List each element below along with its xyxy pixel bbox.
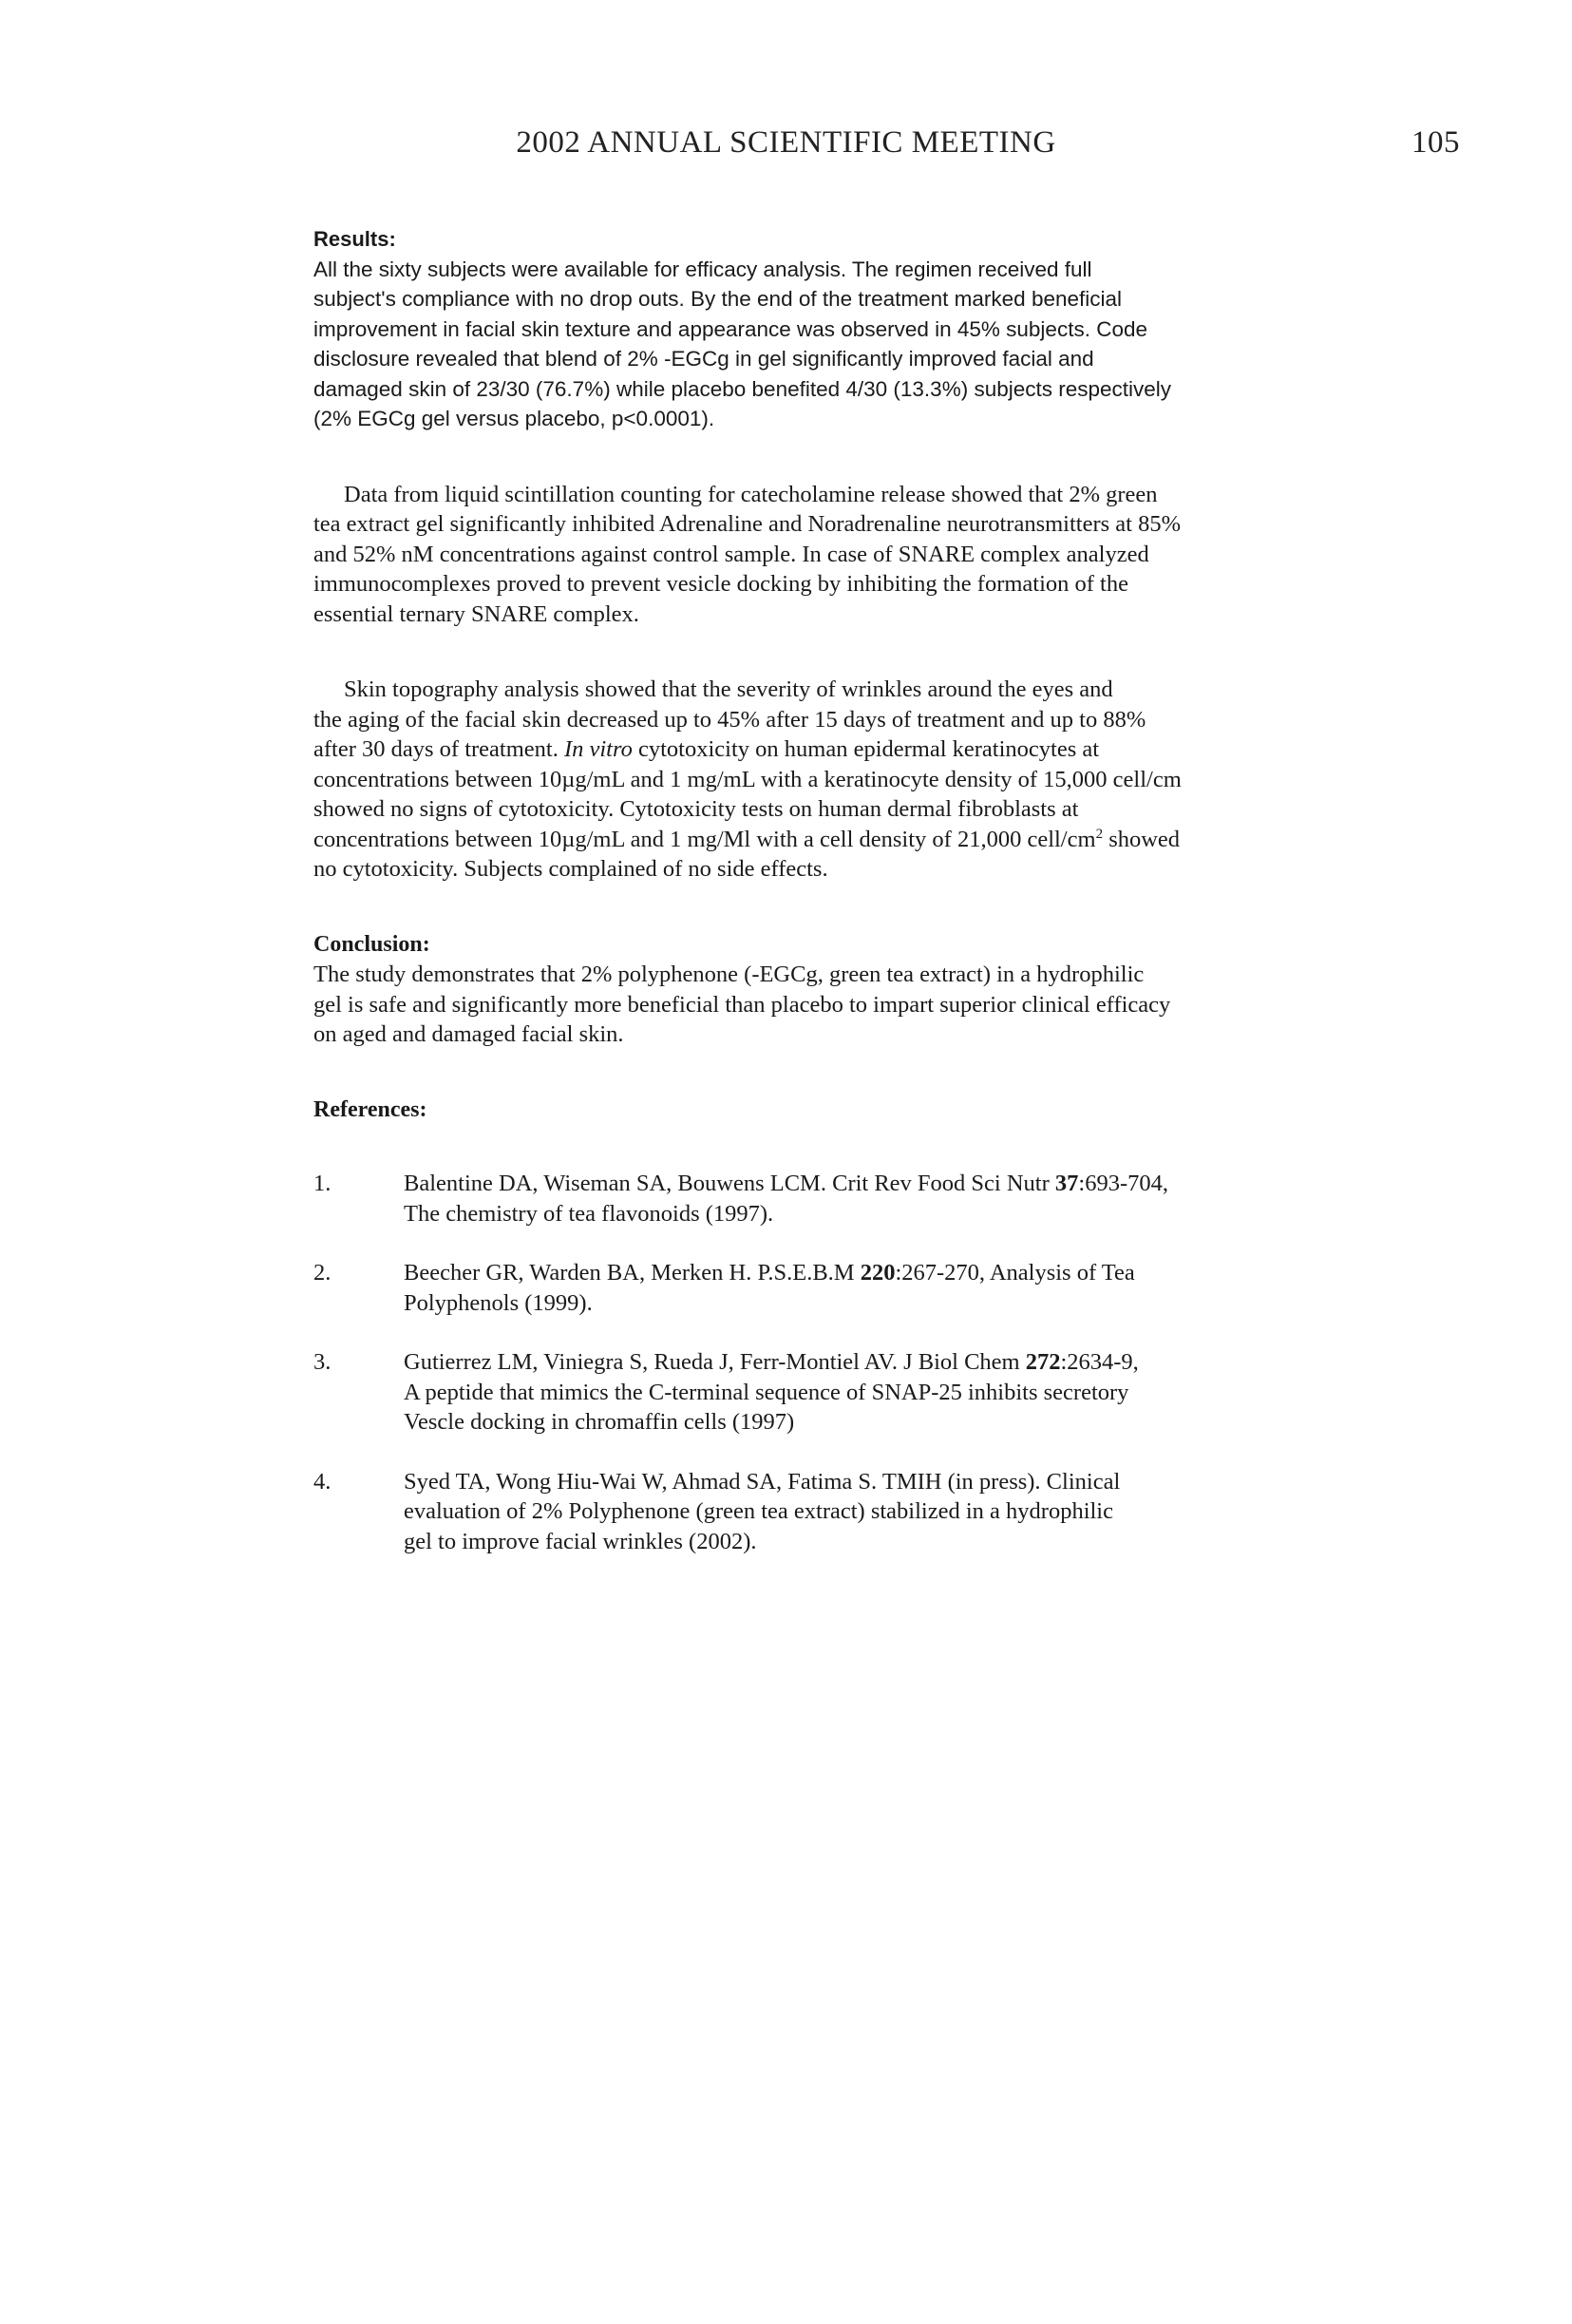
text-run: showed	[1103, 826, 1181, 852]
results-paragraph	[313, 255, 1263, 434]
reference-number: 2.	[313, 1260, 331, 1286]
text-line: gel is safe and significantly more beneficial than placebo to impart superior clinical efficacy	[313, 991, 1171, 1018]
text-run: after 30 days of treatment.	[313, 736, 564, 762]
reference-number: 3.	[313, 1349, 331, 1375]
running-title: 2002 ANNUAL SCIENTIFIC MEETING	[516, 125, 1056, 160]
reference-item	[313, 1347, 1263, 1438]
text-line	[313, 734, 1263, 765]
text-line: essential ternary SNARE complex.	[313, 600, 639, 627]
text-line: damaged skin of 23/30 (76.7%) while placebo benefited 4/30 (13.3%) subjects respectively	[313, 376, 1172, 401]
text-run: cytotoxicity on human epidermal keratinocytes at	[632, 736, 1100, 762]
text-line: on aged and damaged facial skin.	[313, 1021, 624, 1047]
text-line: Data from liquid scintillation counting for catecholamine release showed that 2% green	[344, 481, 1158, 507]
conclusion-heading: Conclusion:	[313, 931, 430, 957]
reference-item	[313, 1169, 1263, 1229]
reference-number: 1.	[313, 1171, 331, 1196]
text-line: (2% EGCg gel versus placebo, p<0.0001).	[313, 407, 715, 430]
topography-paragraph	[313, 675, 1263, 885]
reference-number: 4.	[313, 1468, 331, 1495]
text-run: :2634-9,	[1060, 1349, 1139, 1375]
text-run: concentrations between 10µg/mL and 1 mg/Ml with a cell density of 21,000 cell/cm	[313, 826, 1096, 852]
text-line: disclosure revealed that blend of 2% -EGCg in gel significantly improved facial and	[313, 347, 1094, 371]
text-run: Beecher GR, Warden BA, Merken H. P.S.E.B.M	[404, 1260, 861, 1286]
superscript: 2	[1095, 826, 1104, 842]
text-run: :693-704,	[1078, 1171, 1168, 1196]
results-heading: Results:	[313, 227, 396, 251]
text-line: All the sixty subjects were available for efficacy analysis. The regimen received full	[313, 257, 1092, 281]
text-line	[404, 1169, 1263, 1199]
text-line: evaluation of 2% Polyphenone (green tea extract) stabilized in a hydrophilic	[404, 1498, 1113, 1524]
text-line: the aging of the facial skin decreased up to 45% after 15 days of treatment and up to 88%	[313, 706, 1146, 733]
text-line	[313, 825, 1263, 855]
reference-item	[313, 1258, 1263, 1318]
text-line: no cytotoxicity. Subjects complained of no side effects.	[313, 856, 828, 882]
reference-item	[313, 1467, 1263, 1557]
text-line	[404, 1258, 1263, 1288]
text-line: Skin topography analysis showed that the severity of wrinkles around the eyes and	[344, 676, 1113, 702]
text-line: tea extract gel significantly inhibited Adrenaline and Noradrenaline neurotransmitters at 85%	[313, 511, 1181, 537]
text-line: Polyphenols (1999).	[404, 1289, 593, 1316]
italic-term: In vitro	[563, 736, 633, 762]
text-line: The chemistry of tea flavonoids (1997).	[404, 1200, 774, 1227]
article-body	[313, 224, 1263, 1586]
text-line: immunocomplexes proved to prevent vesicle docking by inhibiting the formation of the	[313, 571, 1128, 597]
text-run: :267-270, Analysis of Tea	[895, 1260, 1135, 1286]
text-line: concentrations between 10µg/mL and 1 mg/mL with a keratinocyte density of 15,000 cell/cm	[313, 766, 1182, 792]
reference-list	[313, 1169, 1263, 1556]
text-run: Balentine DA, Wiseman SA, Bouwens LCM. Crit Rev Food Sci Nutr	[404, 1171, 1055, 1196]
text-line: The study demonstrates that 2% polyphenone (-EGCg, green tea extract) in a hydrophilic	[313, 962, 1145, 987]
text-line: subject's compliance with no drop outs. By the end of the treatment marked beneficial	[313, 287, 1123, 311]
text-line: gel to improve facial wrinkles (2002).	[404, 1528, 757, 1554]
text-line: Vescle docking in chromaffin cells (1997)	[404, 1409, 795, 1435]
text-run: Gutierrez LM, Viniegra S, Rueda J, Ferr-Montiel AV. J Biol Chem	[404, 1349, 1026, 1375]
references-section	[313, 1095, 1263, 1557]
conclusion-section	[313, 930, 1263, 1050]
references-heading: References:	[313, 1096, 427, 1122]
text-line: showed no signs of cytotoxicity. Cytotoxicity tests on human dermal fibroblasts at	[313, 796, 1079, 822]
results-section	[313, 224, 1263, 434]
volume-number: 37	[1054, 1171, 1079, 1196]
text-line	[404, 1467, 1263, 1497]
volume-number: 220	[860, 1260, 896, 1286]
text-line: improvement in facial skin texture and appearance was observed in 45% subjects. Code	[313, 316, 1147, 341]
text-line: and 52% nM concentrations against control sample. In case of SNARE complex analyzed	[313, 541, 1149, 567]
page-number: 105	[1411, 125, 1460, 160]
catecholamine-paragraph	[313, 480, 1263, 630]
text-line	[404, 1347, 1263, 1378]
volume-number: 272	[1025, 1349, 1061, 1375]
text-run: Syed TA, Wong Hiu-Wai W, Ahmad SA, Fatima S. TMIH (in press). Clinical	[404, 1468, 1121, 1495]
text-line: A peptide that mimics the C-terminal sequence of SNAP-25 inhibits secretory	[404, 1379, 1129, 1405]
